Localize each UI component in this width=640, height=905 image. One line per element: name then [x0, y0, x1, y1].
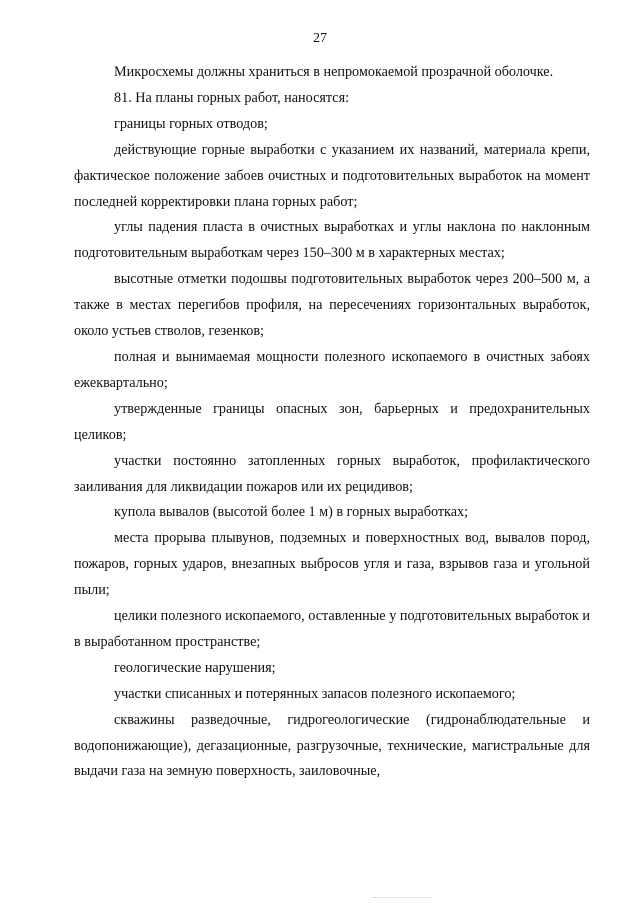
- list-item: углы падения пласта в очистных выработках и углы наклона по наклонным подготовительным выработкам через 150–300 м в характерных местах;: [74, 219, 590, 262]
- list-item: целики полезного ископаемого, оставленные у подготовительных выработок и в выработанном пространстве;: [74, 608, 590, 650]
- page-number: 27: [313, 31, 327, 46]
- section-heading: 81. На планы горных работ, наносятся:: [114, 89, 350, 106]
- list-item: утвержденные границы опасных зон, барьерных и предохранительных целиков;: [74, 400, 590, 443]
- list-item: геологические нарушения;: [114, 659, 276, 676]
- list-item: места прорыва плывунов, подземных и поверхностных вод, вывалов пород, пожаров, горных ударов, внезапных выбросов угля и газа, взрывов газа и угольной пыли;: [74, 530, 590, 599]
- list-item: высотные отметки подошвы подготовительных выработок через 200–500 м, а также в местах перегибов профиля, на пересечениях горизонтальных выработок, около устьев стволов, гезенков;: [74, 271, 590, 340]
- document-body: [74, 60, 590, 785]
- list-item: границы горных отводов;: [114, 115, 268, 132]
- list-item: полная и вынимаемая мощности полезного ископаемого в очистных забоях ежеквартально;: [74, 348, 590, 391]
- list-item: скважины разведочные, гидрогеологические (гидронаблюдательные и водопонижающие), дегазационные, разгрузочные, технические, магистральные для выдачи газа на земную поверхность, заиловочные,: [74, 711, 590, 780]
- list-item: действующие горные выработки с указанием их названий, материала крепи, фактическое положение забоев очистных и подготовительных выработок на момент последней корректировки плана горных работ;: [74, 141, 590, 210]
- paragraph: Микросхемы должны храниться в непромокаемой прозрачной оболочке.: [114, 64, 554, 80]
- list-item: купола вывалов (высотой более 1 м) в горных выработках;: [114, 504, 469, 521]
- scan-artifact: [372, 897, 432, 899]
- list-item: участки постоянно затопленных горных выработок, профилактического заиливания для ликвидации пожаров или их рецидивов;: [74, 452, 590, 495]
- list-item: участки списанных и потерянных запасов полезного ископаемого;: [114, 685, 516, 702]
